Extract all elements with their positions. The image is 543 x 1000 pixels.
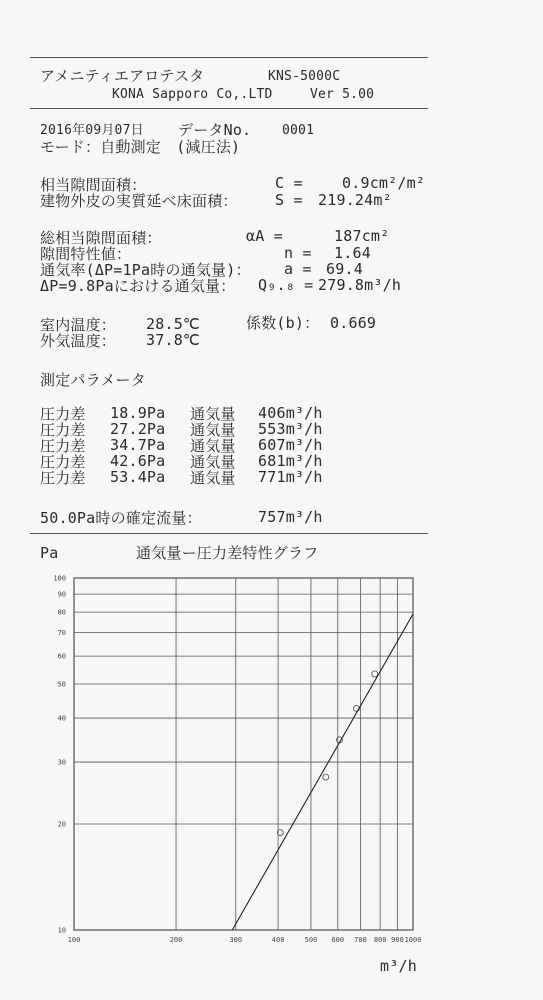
a-symbol: a =: [284, 260, 312, 278]
param-flow-label: 通気量: [190, 405, 236, 423]
s-label: 建物外皮の実質延べ床面積：: [40, 192, 238, 210]
x-tick-label: 500: [304, 936, 318, 944]
y-tick-label: 80: [57, 608, 66, 617]
x-tick-label: 1000: [404, 936, 422, 944]
fit-line: [232, 614, 413, 930]
s-value: 219.24m²: [318, 191, 392, 209]
indoor-temp-value: 28.5℃: [146, 315, 200, 333]
chart-ticks: [53, 575, 421, 945]
coef-label: 係数(b)：: [246, 314, 320, 332]
device-model: KNS-5000C: [268, 69, 341, 84]
mode-text: モード：自動測定 (減圧法): [40, 138, 241, 156]
y-tick-label: 90: [57, 590, 66, 599]
final-flow-value: 757m³/h: [258, 508, 323, 526]
param-pressure: 42.6Pa: [110, 452, 166, 470]
param-flow-label: 通気量: [190, 421, 236, 439]
x-tick-label: 800: [373, 936, 387, 944]
a-label: 通気率(ΔP=1Pa時の通気量)：: [40, 261, 251, 279]
q-label: ΔP=9.8Paにおける通気量：: [40, 277, 236, 295]
params-heading: 測定パラメータ: [40, 371, 146, 389]
outdoor-temp-value: 37.8℃: [146, 331, 200, 349]
param-pressure: 18.9Pa: [110, 404, 166, 422]
chart-data: [232, 614, 413, 930]
c-value: 0.9cm²/m²: [342, 174, 426, 192]
aA-value: 187cm²: [334, 227, 390, 245]
plot-frame: [74, 578, 413, 930]
n-symbol: n =: [284, 244, 312, 262]
y-tick-label: 100: [53, 574, 66, 583]
param-pressure: 27.2Pa: [110, 420, 166, 438]
param-flow-label: 通気量: [190, 469, 236, 487]
data-point: [323, 774, 329, 780]
y-tick-label: 50: [57, 680, 66, 689]
n-value: 1.64: [334, 244, 371, 262]
param-label: 圧力差: [40, 469, 86, 487]
chart-title: 通気量ー圧力差特性グラフ: [136, 544, 319, 562]
x-tick-label: 400: [271, 936, 285, 944]
y-tick-label: 60: [57, 652, 66, 661]
param-flow: 406m³/h: [258, 404, 323, 422]
a-value: 69.4: [326, 260, 363, 278]
y-tick-label: 20: [57, 820, 66, 829]
measure-date: 2016年09月07日: [40, 123, 144, 138]
y-tick-label: 10: [57, 926, 66, 935]
version-label: Ver 5.00: [310, 87, 375, 102]
x-tick-label: 600: [331, 936, 345, 944]
chart-xlabel: m³/h: [380, 957, 417, 975]
param-label: 圧力差: [40, 421, 86, 439]
param-label: 圧力差: [40, 453, 86, 471]
param-flow: 607m³/h: [258, 436, 323, 454]
param-pressure: 34.7Pa: [110, 436, 166, 454]
param-flow: 681m³/h: [258, 452, 323, 470]
data-point: [372, 671, 378, 677]
y-tick-label: 70: [57, 629, 66, 638]
c-label: 相当隙間面積：: [40, 176, 147, 194]
x-tick-label: 300: [229, 936, 243, 944]
n-label: 隙間特性値：: [40, 245, 132, 263]
param-flow-label: 通気量: [190, 453, 236, 471]
y-tick-label: 40: [57, 714, 66, 723]
param-label: 圧力差: [40, 437, 86, 455]
x-tick-label: 700: [354, 936, 367, 944]
param-label: 圧力差: [40, 405, 86, 423]
y-tick-label: 30: [57, 758, 66, 767]
final-flow-label: 50.0Pa時の確定流量：: [40, 509, 202, 527]
indoor-temp-label: 室内温度：: [40, 316, 117, 334]
coef-value: 0.669: [330, 314, 377, 332]
outdoor-temp-label: 外気温度：: [40, 332, 117, 350]
device-title: アメニティエアロテスタ: [40, 67, 205, 85]
company-name: KONA Sapporo Co,.LTD: [112, 87, 273, 102]
data-no-value: 0001: [282, 123, 315, 138]
x-tick-label: 100: [67, 936, 81, 944]
data-no-label: データNo.: [178, 121, 252, 139]
c-symbol: C =: [275, 174, 303, 192]
x-tick-label: 900: [391, 936, 404, 944]
param-flow: 771m³/h: [258, 468, 323, 486]
q-symbol: Q₉.₈ =: [258, 276, 314, 294]
s-symbol: S =: [275, 191, 303, 209]
x-tick-label: 200: [169, 936, 183, 944]
param-pressure: 53.4Pa: [110, 468, 166, 486]
chart-grid: [74, 578, 413, 930]
q-value: 279.8m³/h: [318, 276, 402, 294]
aA-label: 総相当隙間面積：: [40, 229, 162, 247]
param-flow: 553m³/h: [258, 420, 323, 438]
chart-ylabel: Pa: [40, 544, 59, 562]
aA-symbol: αA =: [246, 227, 283, 245]
param-flow-label: 通気量: [190, 437, 236, 455]
